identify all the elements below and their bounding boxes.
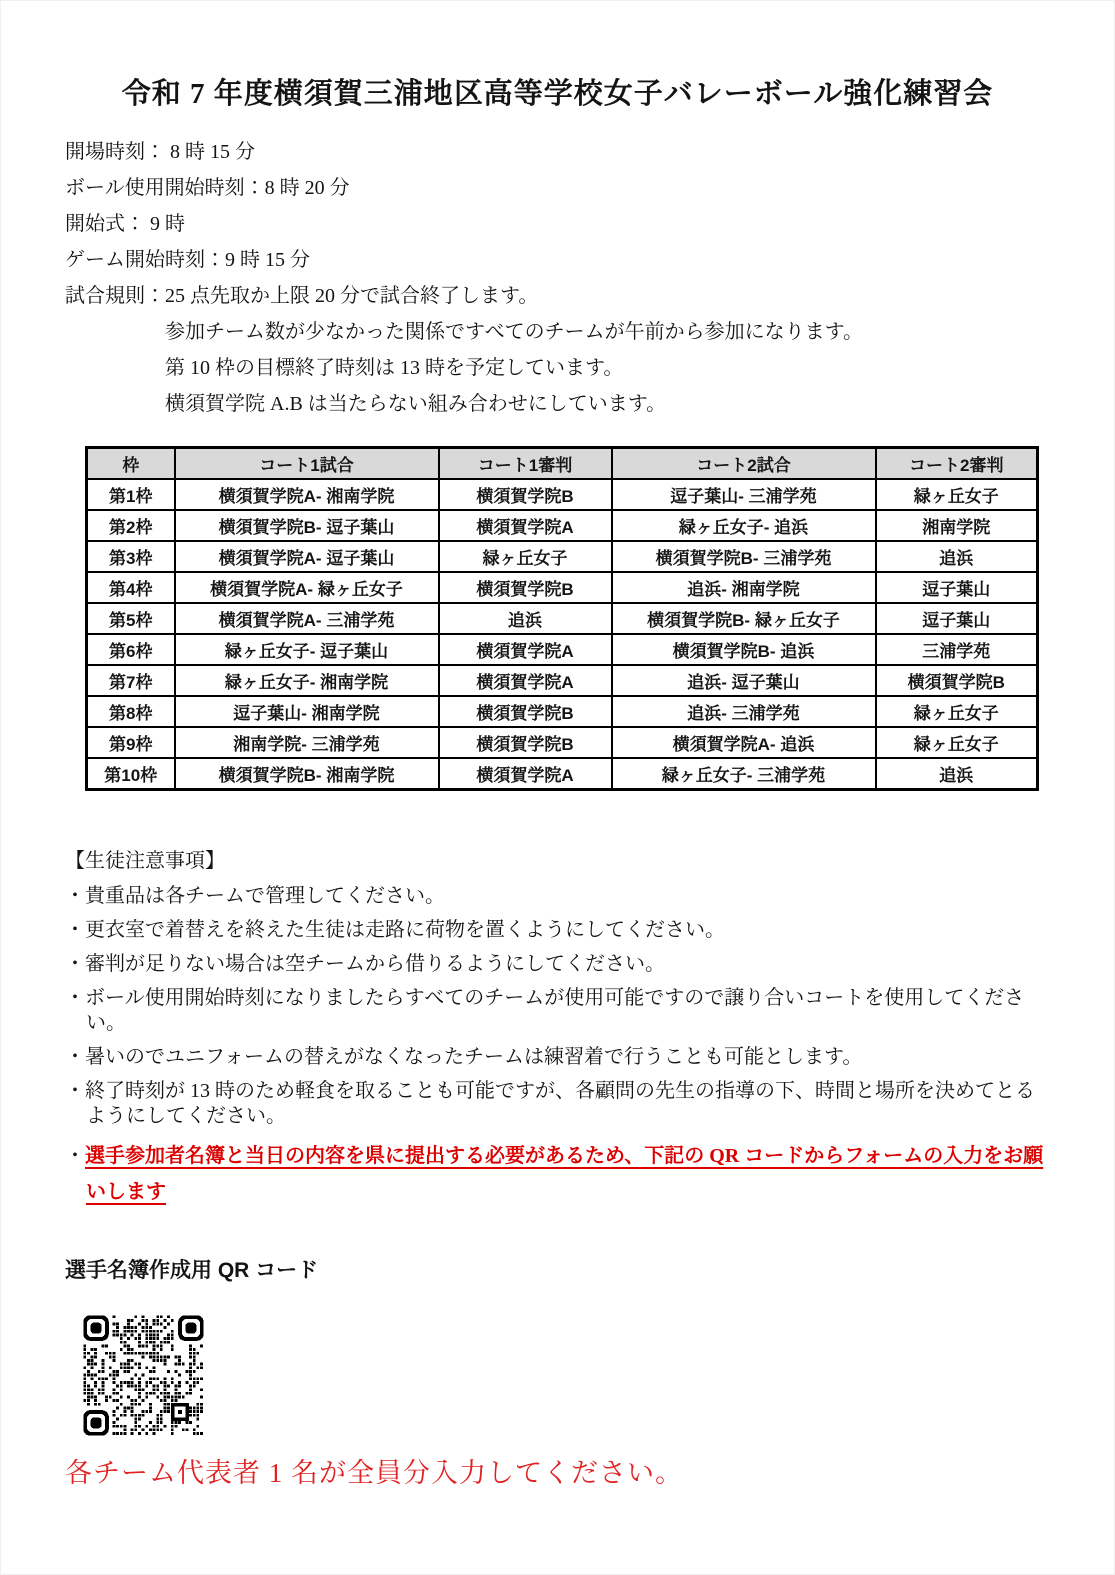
cell-court1-referee: 横須賀学院B — [439, 696, 612, 727]
cell-court1-match: 横須賀学院A- 三浦学苑 — [175, 603, 439, 634]
cell-court2-match: 追浜- 逗子葉山 — [612, 665, 876, 696]
note-text: 審判が足りない場合は空チームから借りるようにしてください。 — [85, 953, 665, 975]
cell-court1-referee: 横須賀学院A — [439, 634, 612, 665]
note-item — [65, 952, 1050, 977]
cell-court2-referee: 追浜 — [876, 758, 1038, 790]
cell-slot: 第6枠 — [87, 634, 175, 665]
cell-court1-match: 横須賀学院B- 逗子葉山 — [175, 510, 439, 541]
note-item — [65, 1079, 1050, 1129]
info-line-rules-note-2: 第 10 枠の目標終了時刻は 13 時を予定しています。 — [165, 357, 624, 379]
cell-slot: 第5枠 — [87, 603, 175, 634]
qr-form-notice-text: 選手参加者名簿と当日の内容を県に提出する必要があるため、下記の QR コードからフォームの入力をお願いします — [85, 1145, 1044, 1203]
cell-court1-match: 逗子葉山- 湘南学院 — [175, 696, 439, 727]
info-line-ceremony-time: 開始式： 9 時 — [65, 213, 185, 235]
note-text: 暑いのでユニフォームの替えがなくなったチームは練習着で行うことも可能とします。 — [85, 1046, 863, 1068]
cell-court2-referee: 追浜 — [876, 541, 1038, 572]
cell-slot: 第3枠 — [87, 541, 175, 572]
note-bullet: ・ — [65, 1080, 85, 1102]
header-court1-referee: コート1審判 — [439, 448, 612, 480]
cell-court2-match: 逗子葉山- 三浦学苑 — [612, 479, 876, 510]
student-notes-heading: 【生徒注意事項】 — [65, 850, 225, 872]
cell-court1-referee: 追浜 — [439, 603, 612, 634]
cell-court2-referee: 緑ヶ丘女子 — [876, 727, 1038, 758]
cell-court1-match: 横須賀学院B- 湘南学院 — [175, 758, 439, 790]
cell-slot: 第10枠 — [87, 758, 175, 790]
table-row — [87, 510, 1038, 541]
cell-court2-referee: 横須賀学院B — [876, 665, 1038, 696]
note-bullet: ・ — [65, 1046, 85, 1068]
cell-court2-referee: 緑ヶ丘女子 — [876, 696, 1038, 727]
cell-slot: 第2枠 — [87, 510, 175, 541]
cell-court2-referee: 湘南学院 — [876, 510, 1038, 541]
cell-court2-match: 追浜- 三浦学苑 — [612, 696, 876, 727]
info-line-ball-time: ボール使用開始時刻：8 時 20 分 — [65, 177, 350, 199]
info-line-rules-note-3: 横須賀学院 A.B は当たらない組み合わせにしています。 — [165, 393, 667, 415]
note-text: 貴重品は各チームで管理してください。 — [85, 885, 445, 907]
table-row — [87, 634, 1038, 665]
cell-court2-match: 横須賀学院B- 緑ヶ丘女子 — [612, 603, 876, 634]
note-bullet: ・ — [65, 885, 85, 907]
note-bullet: ・ — [65, 1145, 85, 1167]
table-row — [87, 479, 1038, 510]
note-text: 更衣室で着替えを終えた生徒は走路に荷物を置くようにしてください。 — [85, 919, 725, 941]
cell-court1-referee: 横須賀学院B — [439, 479, 612, 510]
table-row — [87, 541, 1038, 572]
match-schedule-table — [85, 446, 1039, 791]
info-line-open-time: 開場時刻： 8 時 15 分 — [65, 141, 255, 163]
cell-court2-match: 緑ヶ丘女子- 追浜 — [612, 510, 876, 541]
cell-slot: 第1枠 — [87, 479, 175, 510]
note-bullet: ・ — [65, 953, 85, 975]
qr-form-notice — [65, 1138, 1050, 1210]
cell-court1-referee: 横須賀学院B — [439, 572, 612, 603]
cell-court2-match: 横須賀学院B- 三浦学苑 — [612, 541, 876, 572]
qr-caption: 各チーム代表者 1 名が全員分入力してください。 — [65, 1458, 683, 1488]
cell-court2-referee: 逗子葉山 — [876, 603, 1038, 634]
page-title: 令和 7 年度横須賀三浦地区高等学校女子バレーボール強化練習会 — [121, 78, 994, 110]
cell-court1-match: 横須賀学院A- 逗子葉山 — [175, 541, 439, 572]
cell-court2-match: 横須賀学院B- 追浜 — [612, 634, 876, 665]
cell-court1-match: 緑ヶ丘女子- 湘南学院 — [175, 665, 439, 696]
cell-court1-referee: 横須賀学院A — [439, 510, 612, 541]
cell-court1-match: 横須賀学院A- 湘南学院 — [175, 479, 439, 510]
cell-court2-referee: 緑ヶ丘女子 — [876, 479, 1038, 510]
note-item — [65, 884, 1050, 909]
cell-slot: 第8枠 — [87, 696, 175, 727]
table-row — [87, 696, 1038, 727]
info-line-game-time: ゲーム開始時刻：9 時 15 分 — [65, 249, 310, 271]
info-line-rules-note-1: 参加チーム数が少なかった関係ですべてのチームが午前から参加になります。 — [165, 321, 863, 343]
table-row — [87, 727, 1038, 758]
note-text: ボール使用開始時刻になりましたらすべてのチームが使用可能ですので譲り合いコートを使用してください。 — [85, 987, 1025, 1034]
cell-court1-referee: 横須賀学院B — [439, 727, 612, 758]
note-bullet: ・ — [65, 919, 85, 941]
info-line-rules: 試合規則：25 点先取か上限 20 分で試合終了します。 — [65, 285, 539, 307]
table-header-row — [87, 448, 1038, 480]
table-row — [87, 572, 1038, 603]
note-item — [65, 918, 1050, 943]
cell-slot: 第7枠 — [87, 665, 175, 696]
header-court1-match: コート1試合 — [175, 448, 439, 480]
note-item — [65, 986, 1050, 1036]
cell-slot: 第4枠 — [87, 572, 175, 603]
note-bullet: ・ — [65, 987, 85, 1009]
header-court2-referee: コート2審判 — [876, 448, 1038, 480]
table-row — [87, 665, 1038, 696]
cell-court2-referee: 逗子葉山 — [876, 572, 1038, 603]
cell-court1-referee: 緑ヶ丘女子 — [439, 541, 612, 572]
table-row — [87, 758, 1038, 790]
table-row — [87, 603, 1038, 634]
qr-section-heading: 選手名簿作成用 QR コード — [65, 1259, 319, 1282]
cell-court1-match: 横須賀学院A- 緑ヶ丘女子 — [175, 572, 439, 603]
cell-court2-referee: 三浦学苑 — [876, 634, 1038, 665]
cell-slot: 第9枠 — [87, 727, 175, 758]
cell-court1-referee: 横須賀学院A — [439, 665, 612, 696]
cell-court2-match: 追浜- 湘南学院 — [612, 572, 876, 603]
header-court2-match: コート2試合 — [612, 448, 876, 480]
header-slot: 枠 — [87, 448, 175, 480]
note-text: 終了時刻が 13 時のため軽食を取ることも可能ですが、各顧問の先生の指導の下、時間と場所を決めてとるようにしてください。 — [85, 1080, 1035, 1127]
cell-court1-match: 緑ヶ丘女子- 逗子葉山 — [175, 634, 439, 665]
qr-code — [76, 1308, 211, 1443]
cell-court2-match: 横須賀学院A- 追浜 — [612, 727, 876, 758]
cell-court2-match: 緑ヶ丘女子- 三浦学苑 — [612, 758, 876, 790]
note-item — [65, 1045, 1050, 1070]
cell-court1-match: 湘南学院- 三浦学苑 — [175, 727, 439, 758]
cell-court1-referee: 横須賀学院A — [439, 758, 612, 790]
